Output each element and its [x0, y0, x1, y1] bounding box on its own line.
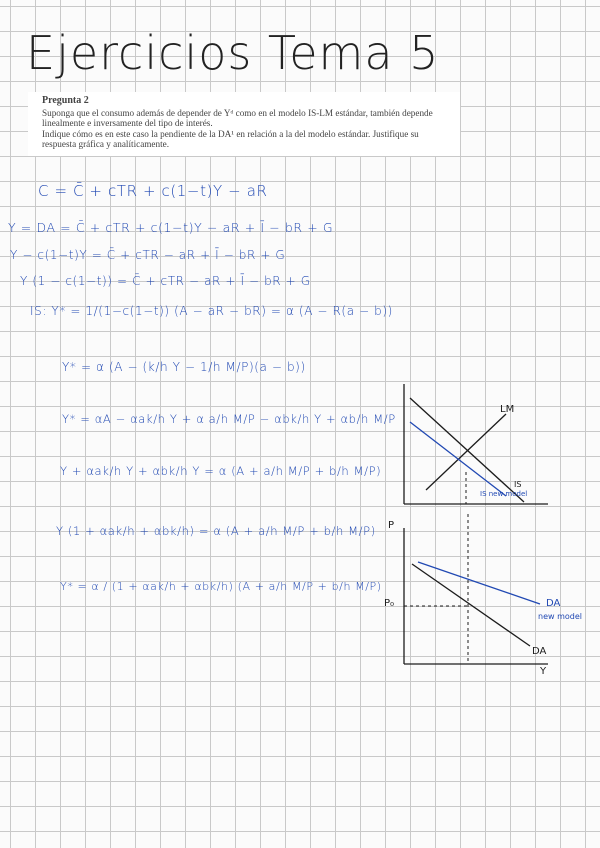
equation-substitution: Y* = α (A − (k/h Y − 1/h M/P)(a − b)) [62, 360, 306, 374]
is-new-curve [410, 422, 506, 496]
da-new-curve [418, 562, 540, 604]
question-text-2: Indique cómo es en este caso la pendiente de la DA¹ en relación a la del modelo estándar. Justifique su respuesta gráfica y analíticamente. [42, 128, 419, 150]
equation-grouped: Y + αak/h Y + αbk/h Y = α (A + a/h M/P + b/h M/P) [60, 464, 382, 478]
page-title: Ejercicios Tema 5 [26, 26, 440, 80]
is-label: IS [514, 480, 522, 489]
p0-label: P₀ [384, 598, 395, 609]
equation-is-curve: IS: Y* = 1/(1−c(1−t)) (A − aR − bR) = α (A − R(a − b)) [30, 304, 393, 318]
equation-demand: Y = DA = C̄ + cTR + c(1−t)Y − aR + Ī − bR + G [8, 220, 334, 235]
equation-step-1: Y − c(1−t)Y = C̄ + cTR − aR + Ī − bR + G [10, 248, 286, 262]
p-axis-label: P [388, 520, 395, 531]
equation-step-2: Y (1 − c(1−t)) = C̄ + cTR − aR + Ī − bR + G [20, 274, 311, 288]
da-curve [412, 564, 530, 646]
question-text-1: Suponga que el consumo además de depender de Yᵈ como en el modelo IS-LM estándar, también depende linealmente e inversamente del tipo de interés. [42, 107, 433, 129]
y-axis-label: Y [540, 666, 547, 677]
question-label: Pregunta 2 [42, 95, 89, 106]
da-label: DA [532, 646, 547, 657]
equation-factored: Y (1 + αak/h + αbk/h) = α (A + a/h M/P + b/h M/P) [56, 524, 376, 538]
equation-final: Y* = α / (1 + αak/h + αbk/h) (A + a/h M/P + b/h M/P) [60, 580, 382, 593]
da-new-label: DA [546, 598, 561, 609]
equation-expanded: Y* = αA − αak/h Y + α a/h M/P − αbk/h Y + αb/h M/P [62, 412, 396, 426]
equation-consumption: C = C̄ + cTR + c(1−t)Y − aR [38, 182, 268, 200]
is-lm-da-graph [388, 378, 568, 678]
is-new-label: IS new model [480, 490, 528, 498]
da-new-sub-label: new model [538, 612, 582, 621]
question-box [28, 92, 460, 156]
lm-label: LM [500, 404, 515, 415]
